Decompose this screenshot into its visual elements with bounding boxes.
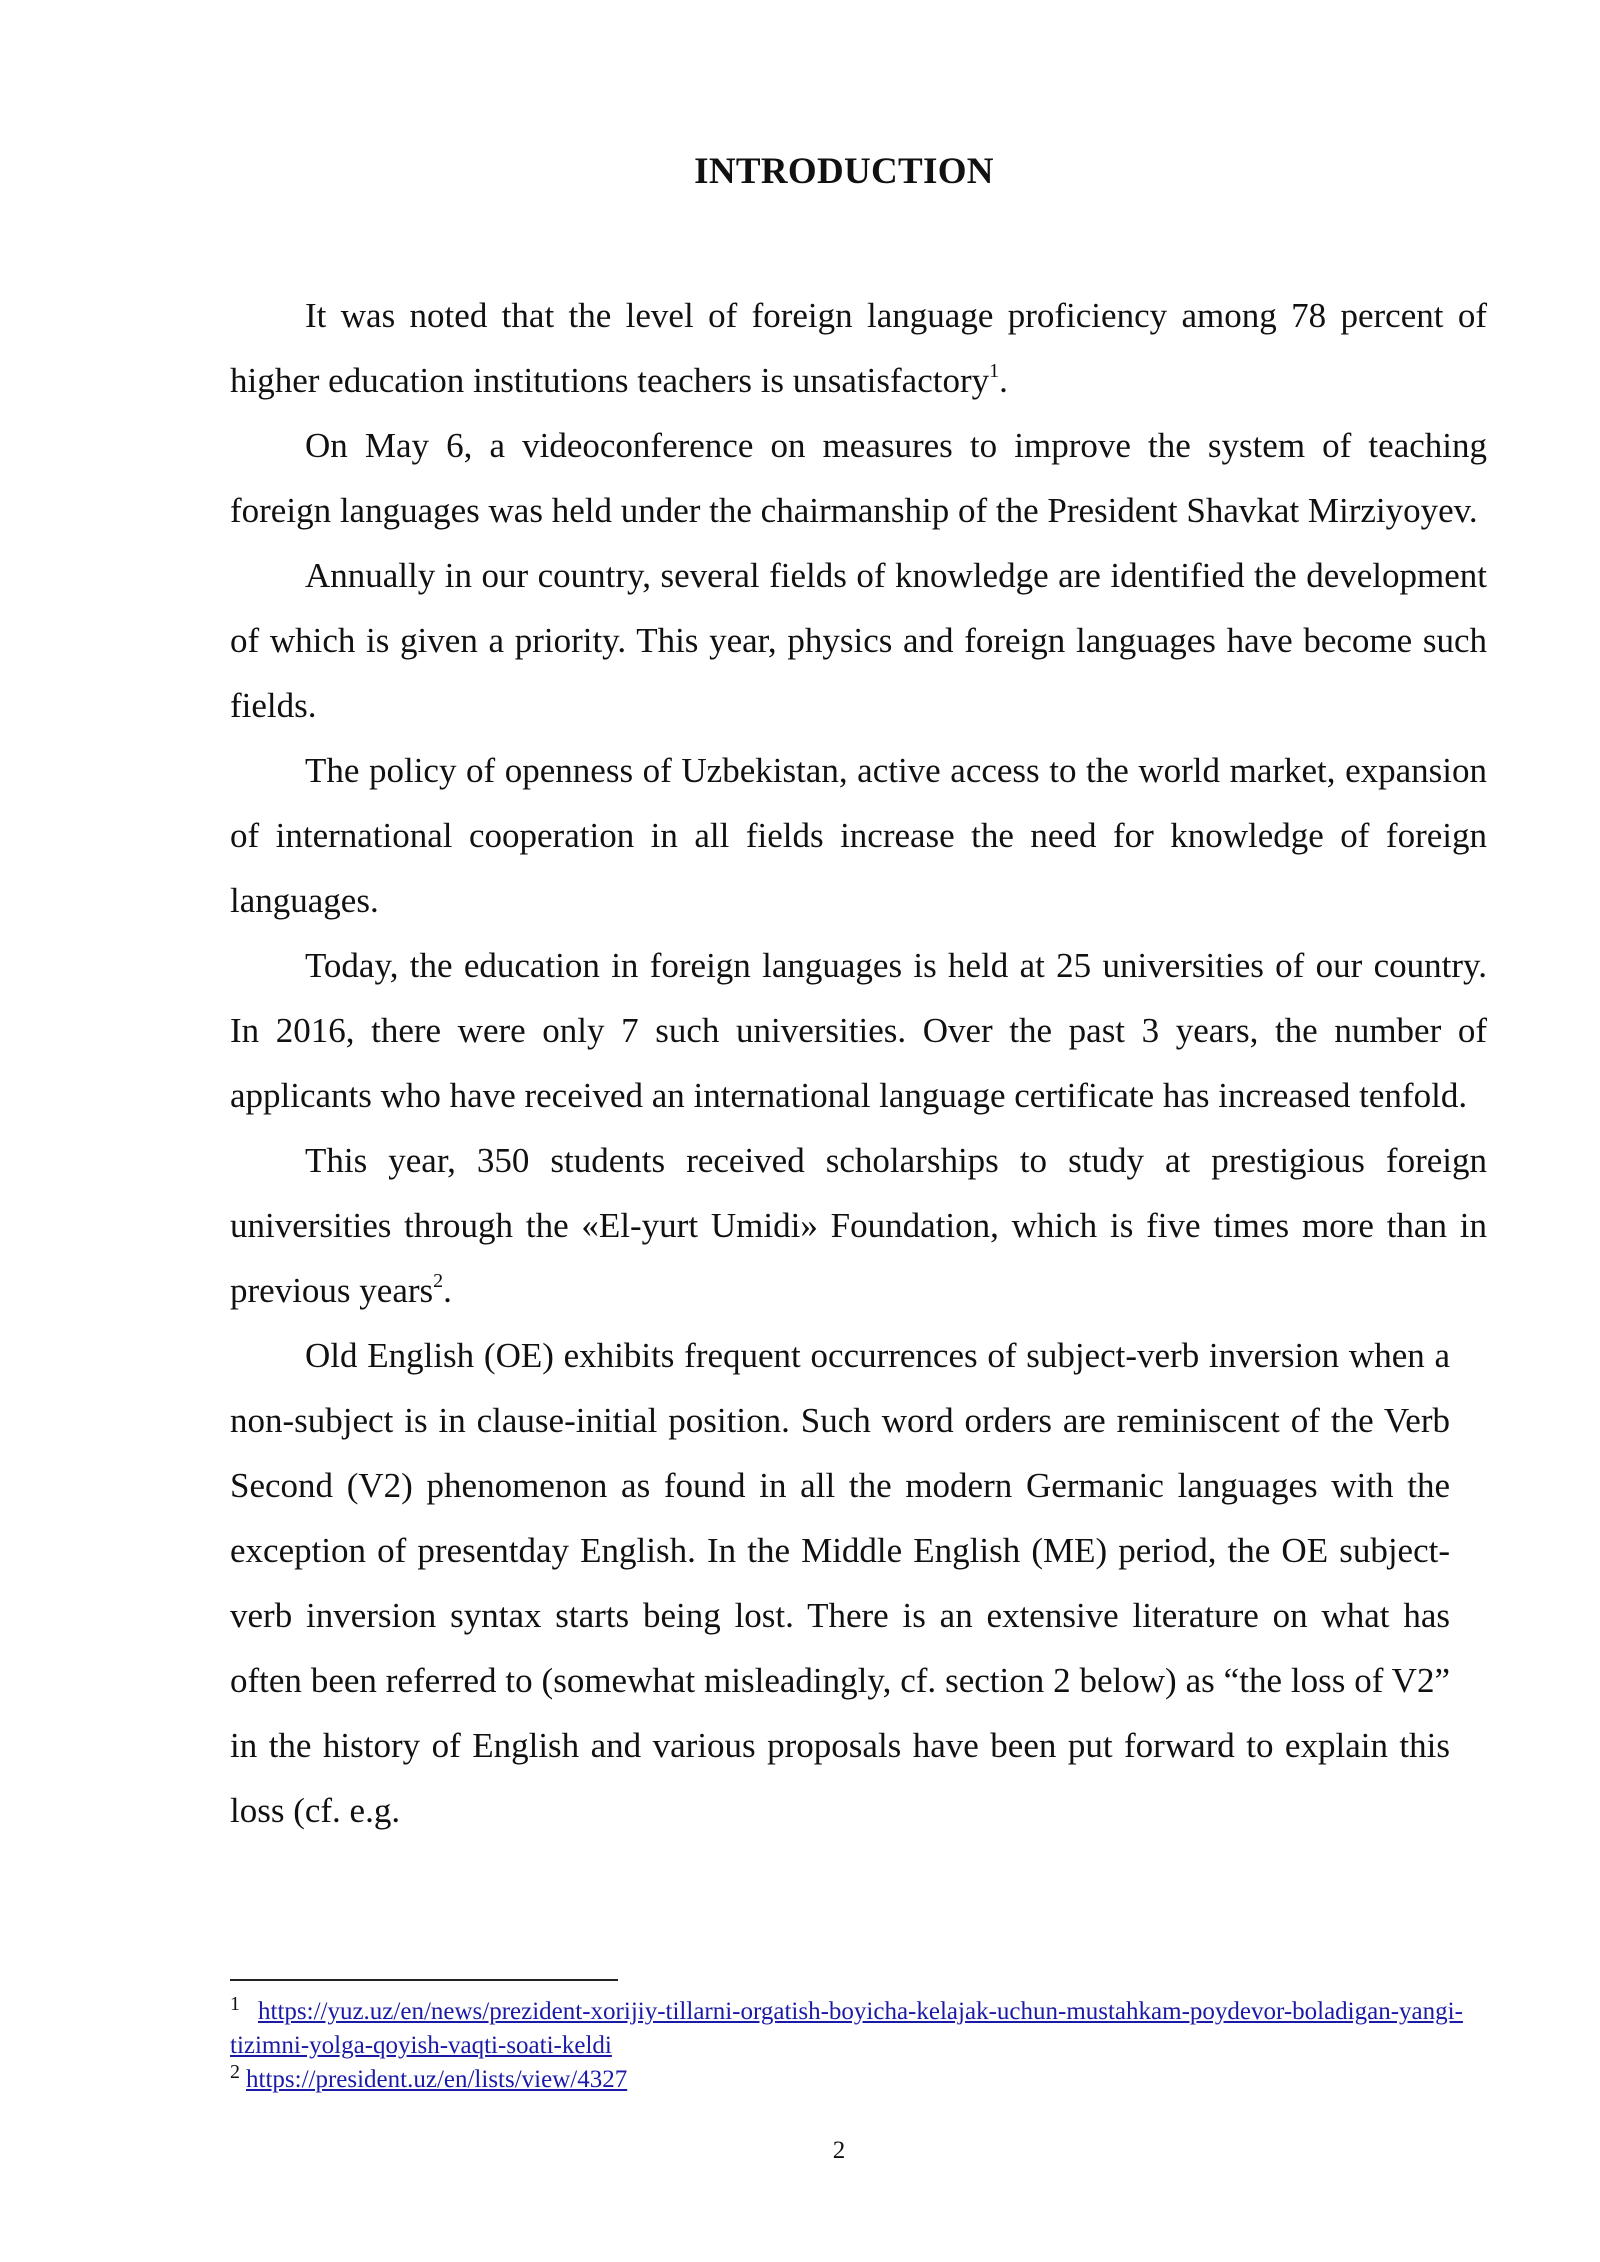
paragraph-6	[230, 1128, 1487, 1323]
footnote-1-mark: 1	[230, 1992, 240, 2015]
paragraph-6-end: .	[443, 1271, 452, 1310]
footnote-2	[230, 2060, 1490, 2097]
paragraph-7: Old English (OE) exhibits frequent occurrences of subject-verb inversion when a non-subject is in clause-initial position. Such word orders are reminiscent of the Verb Second (V2) phenomenon as found in all the modern Germanic languages with the exception of presentday English. In the Middle English (ME) period, the OE subject-verb inversion syntax starts being lost. There is an extensive literature on what has often been referred to (somewhat misleadingly, cf. section 2 below) as “the loss of V2” in the history of English and various proposals have been put forward to explain this loss (cf. e.g.	[230, 1336, 1450, 1830]
paragraph-4: The policy of openness of Uzbekistan, active access to the world market, expansion of international cooperation in all fields increase the need for knowledge of foreign languages.	[230, 751, 1487, 920]
footnote-1	[230, 1992, 1490, 2063]
page-title: INTRODUCTION	[694, 151, 994, 192]
paragraph-6-text: This year, 350 students received scholarships to study at prestigious foreign universities through the «El-yurt Umidi» Foundation, which is five times more than in previous years	[230, 1141, 1487, 1310]
footnotes	[230, 1992, 1490, 2097]
body-text	[230, 283, 1487, 1843]
footnote-separator	[230, 1979, 618, 1981]
paragraph-3: Annually in our country, several fields of knowledge are identified the development of which is given a priority. This year, physics and foreign languages have become such fields.	[230, 556, 1487, 725]
paragraph-2: On May 6, a videoconference on measures to improve the system of teaching foreign languages was held under the chairmanship of the President Shavkat Mirziyoyev.	[230, 426, 1487, 530]
paragraph-5: Today, the education in foreign languages is held at 25 universities of our country. In 2016, there were only 7 such universities. Over the past 3 years, the number of applicants who have received an international language certificate has increased tenfold.	[230, 946, 1487, 1115]
paragraph-1	[230, 283, 1487, 413]
paragraph-1-text: It was noted that the level of foreign language proficiency among 78 percent of higher education institutions teachers is unsatisfactory	[230, 296, 1487, 400]
footnote-ref-2[interactable]: 2	[433, 1270, 444, 1293]
footnote-ref-1[interactable]: 1	[989, 360, 1000, 383]
page-number: 2	[832, 2137, 846, 2164]
paragraph-1-end: .	[999, 361, 1008, 400]
footnote-1-link[interactable]: https://yuz.uz/en/news/prezident-xorijiy-tillarni-orgatish-boyicha-kelajak-uchun-mustahkam-poydevor-boladigan-yangi-tizimni-yolga-qoyish-vaqti-soati-keldi	[230, 1998, 1463, 2059]
footnote-2-link[interactable]: https://president.uz/en/lists/view/4327	[246, 2066, 628, 2093]
footnote-2-mark: 2	[230, 2060, 240, 2083]
